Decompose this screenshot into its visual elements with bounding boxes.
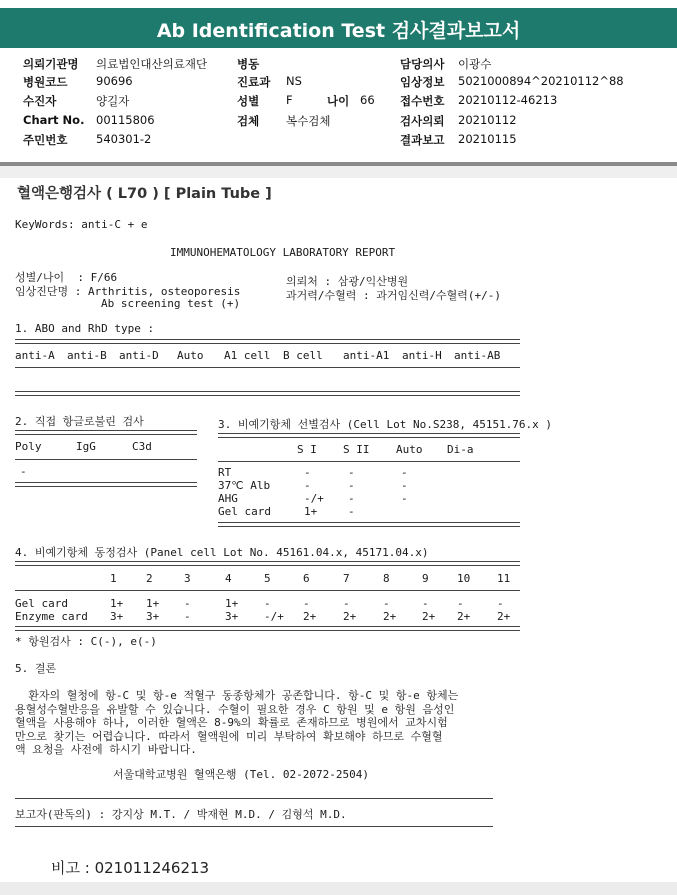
s3-cell: - <box>348 479 355 492</box>
s2-rule-bottom <box>15 482 197 487</box>
s1-column-header: anti-AB <box>454 349 501 362</box>
s2-column-header: C3d <box>132 440 152 453</box>
info-value: 20210115 <box>458 132 517 146</box>
s3-column-header: S II <box>343 443 370 456</box>
conclusion-line: 만으로 찾기는 어렵습니다. 따라서 혈액원에 미리 부탁하여 확보해야 하므로 수혈혈 <box>15 729 443 743</box>
s1-column-header: anti-A <box>15 349 55 362</box>
s2-column-header: IgG <box>76 440 96 453</box>
s4-column-header: 2 <box>146 572 153 585</box>
info-value: 540301-2 <box>96 132 152 146</box>
s4-cell: - <box>343 597 350 610</box>
s3-rule-mid <box>218 461 520 462</box>
s3-row-label: RT <box>218 466 232 479</box>
conclusion-line: 혈액을 사용해야 하나, 이러한 혈액은 8-9%의 확률로 존재하므로 병원에서 교차시험 <box>15 716 448 729</box>
info-label: 병원코드 <box>23 75 68 89</box>
s3-cell: - <box>348 492 355 505</box>
s4-cell: - <box>184 610 191 623</box>
s4-cell: - <box>383 597 390 610</box>
info-value: NS <box>286 74 302 88</box>
reporter-rule-bottom <box>15 826 493 827</box>
s1-column-header: anti-A1 <box>343 349 390 362</box>
s3-title: 3. 비예기항체 선별검사 (Cell Lot No.S238, 45151.76.x ) <box>218 418 553 431</box>
s5-title: 5. 결론 <box>15 662 57 675</box>
info-label: 수진자 <box>23 94 57 108</box>
s3-row-label: Gel card <box>218 505 271 518</box>
s4-column-header: 1 <box>110 572 117 585</box>
info-value: 20210112-46213 <box>458 93 558 107</box>
s4-cell: - <box>264 597 271 610</box>
s4-cell: 3+ <box>225 610 239 623</box>
diagnosis-line-1: 임상진단명 : Arthritis, osteoporesis <box>15 285 241 298</box>
s4-column-header: 3 <box>184 572 191 585</box>
age-value: 66 <box>360 93 375 107</box>
info-value: F <box>286 93 293 107</box>
antigen-test: * 항원검사 : C(-), e(-) <box>15 635 157 648</box>
sex-age: 성별/나이 : F/66 <box>15 271 118 284</box>
info-value: 20210112 <box>458 113 517 127</box>
info-label: 검체 <box>237 114 260 128</box>
s4-cell: - <box>303 597 310 610</box>
s3-cell: - <box>401 466 408 479</box>
diagnosis-line-2: Ab screening test (+) <box>101 297 241 310</box>
s3-cell: -/+ <box>304 492 324 505</box>
info-value: 의료법인대산의료재단 <box>96 57 208 71</box>
info-value: 00115806 <box>96 113 155 127</box>
info-value: 양길자 <box>96 94 130 108</box>
s4-column-header: 7 <box>343 572 350 585</box>
s4-cell: 2+ <box>303 610 317 623</box>
requester: 의뢰처 : 삼광/익산병원 <box>286 275 409 288</box>
keywords: KeyWords: anti-C + e <box>15 218 148 231</box>
s4-cell: 1+ <box>146 597 160 610</box>
s3-column-header: Auto <box>396 443 423 456</box>
s4-cell: 1+ <box>110 597 124 610</box>
age-label: 나이 <box>327 94 350 108</box>
s4-cell: 2+ <box>457 610 471 623</box>
s4-cell: -/+ <box>264 610 284 623</box>
info-label: 병동 <box>237 57 260 71</box>
reporter-rule-top <box>15 798 493 799</box>
info-value: 이광수 <box>458 57 492 71</box>
report-title: Ab Identification Test 검사결과보고서 <box>156 20 521 42</box>
s3-cell: - <box>401 479 408 492</box>
s4-cell: 2+ <box>422 610 436 623</box>
info-label: 주민번호 <box>23 133 68 147</box>
s4-cell: - <box>457 597 464 610</box>
s1-column-header: A1 cell <box>224 349 271 362</box>
s3-cell: - <box>304 466 311 479</box>
section-title: 혈액은행검사 ( L70 ) [ Plain Tube ] <box>17 186 272 202</box>
s3-cell: - <box>304 479 311 492</box>
history: 과거력/수혈력 : 과거임신력/수혈력(+/-) <box>286 289 501 302</box>
info-label: 임상정보 <box>400 75 445 89</box>
s4-cell: - <box>184 597 191 610</box>
s1-rule-mid <box>15 367 520 368</box>
s4-column-header: 10 <box>457 572 471 585</box>
s3-rule-top <box>218 433 520 438</box>
conclusion-line: 액 요청을 사전에 하시기 바랍니다. <box>15 743 197 756</box>
s1-column-header: anti-D <box>119 349 159 362</box>
s3-column-header: Di-a <box>447 443 474 456</box>
s4-rule-top <box>15 561 520 566</box>
s4-cell: 1+ <box>225 597 239 610</box>
header-gap <box>0 166 677 178</box>
s1-column-header: Auto <box>177 349 204 362</box>
s4-cell: 3+ <box>146 610 160 623</box>
reporter: 보고자(판독의) : 강지상 M.T. / 박재현 M.D. / 김형석 M.D. <box>15 808 347 821</box>
s2-value: - <box>20 465 27 478</box>
bottom-bar <box>0 882 677 895</box>
s2-title: 2. 직접 항글로불린 검사 <box>15 415 144 428</box>
s2-rule-top <box>15 430 197 435</box>
s3-row-label: 37℃ Alb <box>218 479 271 492</box>
s2-rule-mid <box>15 459 197 460</box>
s3-column-header: S I <box>297 443 317 456</box>
s4-title: 4. 비예기항체 동정검사 (Panel cell Lot No. 45161.04.x, 45171.04.x) <box>15 546 429 559</box>
title-bar <box>0 8 677 48</box>
s1-rule-bottom <box>15 391 520 396</box>
info-label: 결과보고 <box>400 133 445 147</box>
s1-rule-top <box>15 339 520 344</box>
s4-row-label: Gel card <box>15 597 68 610</box>
s3-cell: - <box>348 505 355 518</box>
s3-cell: 1+ <box>304 505 318 518</box>
info-label: Chart No. <box>23 113 85 127</box>
conclusion-line: 용혈성수혈반응을 유발할 수 있습니다. 수혈이 필요한 경우 C 항원 및 e 항원 음성인 <box>15 702 455 716</box>
s4-column-header: 4 <box>225 572 232 585</box>
info-value: 복수검체 <box>286 114 331 128</box>
s4-column-header: 5 <box>264 572 271 585</box>
info-value: 90696 <box>96 74 133 88</box>
info-label: 담당의사 <box>400 57 445 71</box>
s4-cell: 2+ <box>343 610 357 623</box>
s4-column-header: 11 <box>497 572 511 585</box>
s2-column-header: Poly <box>15 440 42 453</box>
info-label: 진료과 <box>237 75 271 89</box>
info-label: 성별 <box>237 94 260 108</box>
info-label: 검사의뢰 <box>400 114 445 128</box>
hospital-line: 서울대학교병원 혈액은행 (Tel. 02-2072-2504) <box>113 768 369 781</box>
s4-rule-mid <box>15 590 520 591</box>
s1-title: 1. ABO and RhD type : <box>15 322 155 335</box>
s4-rule-bottom <box>15 626 520 631</box>
footer-note: 비고 : 021011246213 <box>51 859 210 877</box>
s3-row-label: AHG <box>218 492 238 505</box>
info-value: 5021000894^20210112^88 <box>458 74 624 88</box>
s4-cell: 2+ <box>383 610 397 623</box>
s1-column-header: B cell <box>283 349 323 362</box>
info-label: 의뢰기관명 <box>23 57 79 71</box>
s4-cell: 3+ <box>110 610 124 623</box>
s3-cell: - <box>348 466 355 479</box>
report-heading: IMMUNOHEMATOLOGY LABORATORY REPORT <box>170 246 396 259</box>
s1-column-header: anti-H <box>402 349 442 362</box>
conclusion-line: 환자의 혈청에 항-C 및 항-e 적혈구 동종항체가 공존합니다. 항-C 및 항-e 항체는 <box>15 689 459 702</box>
s4-row-label: Enzyme card <box>15 610 88 623</box>
s1-column-header: anti-B <box>67 349 107 362</box>
s4-cell: 2+ <box>497 610 511 623</box>
info-label: 접수번호 <box>400 94 445 108</box>
s3-rule-bottom <box>218 522 520 527</box>
s4-column-header: 9 <box>422 572 429 585</box>
s4-column-header: 8 <box>383 572 390 585</box>
s4-column-header: 6 <box>303 572 310 585</box>
s4-cell: - <box>422 597 429 610</box>
s3-cell: - <box>401 492 408 505</box>
s4-cell: - <box>497 597 504 610</box>
